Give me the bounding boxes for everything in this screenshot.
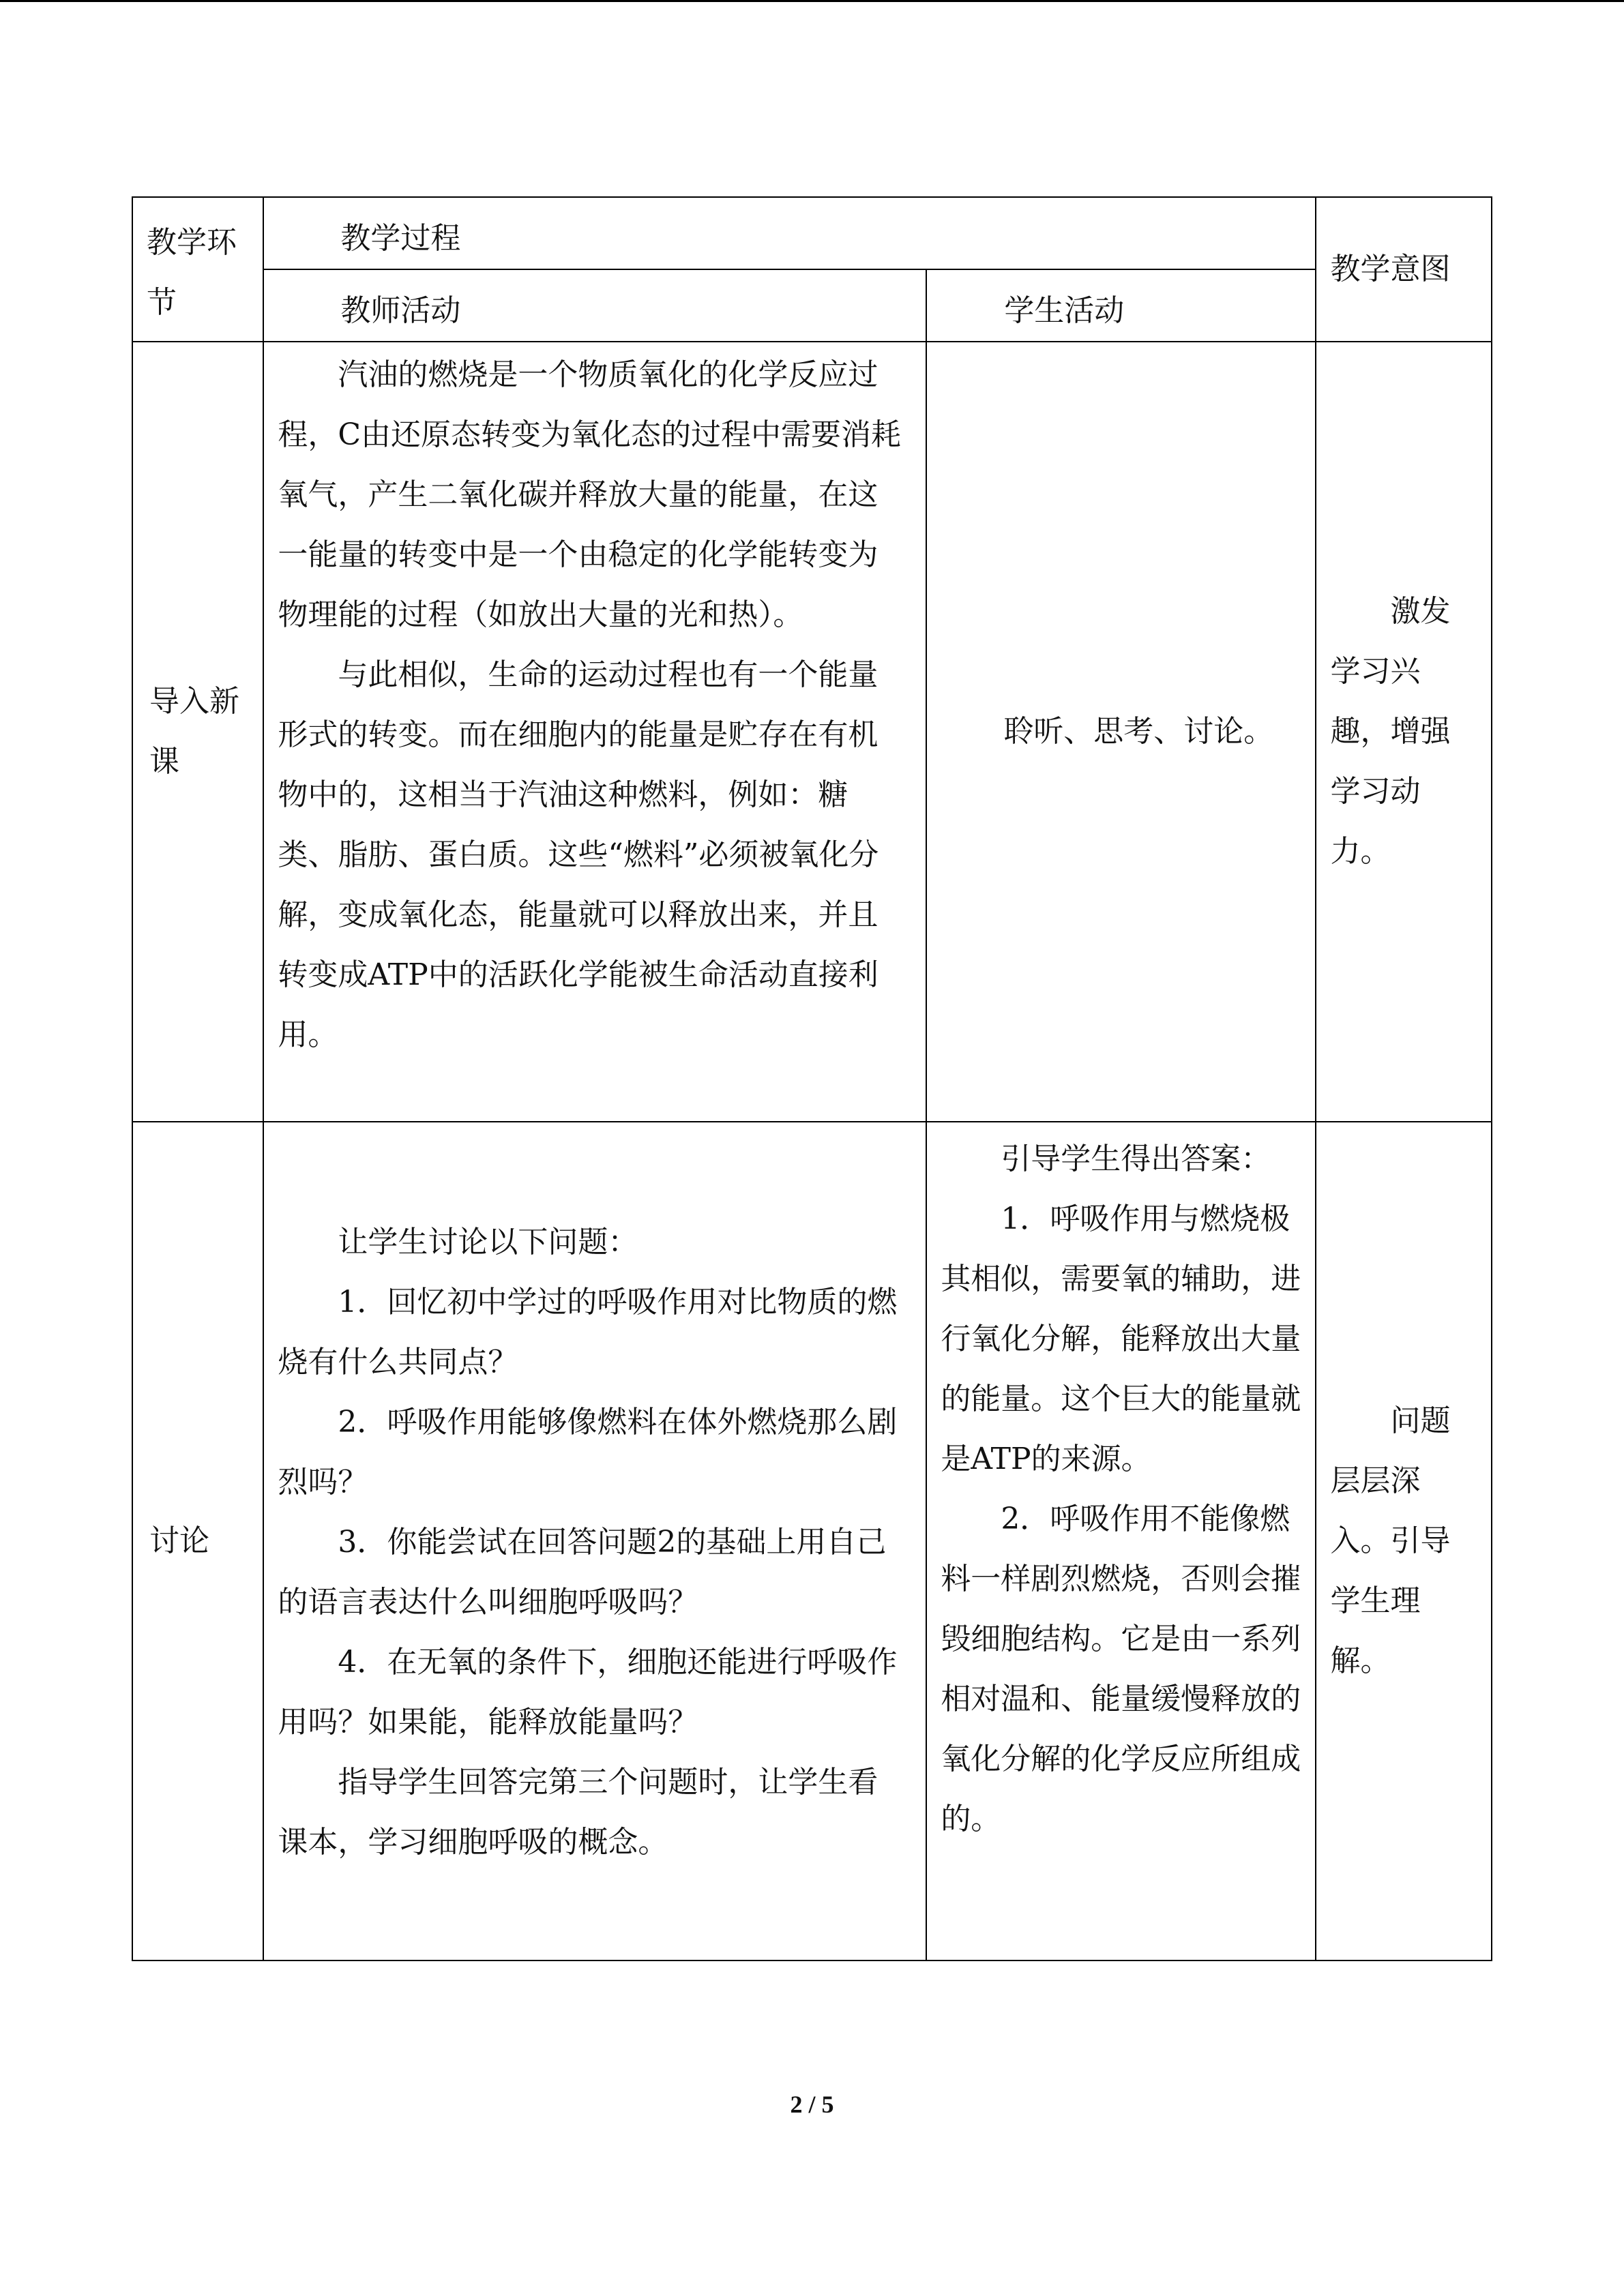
student-activity-intro: 聆听、思考、讨论。 [926,342,1316,1122]
segment-intro: 导入新课 [132,342,263,1122]
lesson-plan-table [132,196,1492,1961]
paragraph: 4．在无氧的条件下，细胞还能进行呼吸作用吗？如果能，能释放能量吗？ [278,1645,898,1740]
paragraph: 与此相似，生命的运动过程也有一个能量形式的转变。而在细胞内的能量是贮存在有机物中的，这相当于汽油这种燃料，例如：糖类、脂肪、蛋白质。这些“燃料”必须被氧化分解，变成氧化态，能量就可以释放出来，并且转变成ATP中的活跃化学能被生命活动直接利用。 [278,657,879,1052]
intent-intro [1316,342,1492,1122]
table-row [132,1122,1492,1960]
segment-discussion: 讨论 [132,1122,263,1960]
paragraph: 指导学生回答完第三个问题时，让学生看课本，学习细胞呼吸的概念。 [278,1765,879,1860]
table-row [132,342,1492,1122]
paragraph: 让学生讨论以下问题： [338,1225,638,1259]
header-intent: 教学意图 [1316,197,1492,342]
teacher-activity-discussion [263,1122,926,1960]
paragraph: 引导学生得出答案： [1001,1142,1271,1176]
page-number: 2 / 5 [790,2091,834,2118]
paragraph: 激发学习兴趣，增强学习动力。 [1330,594,1451,869]
header-segment: 教学环节 [132,197,263,342]
paragraph: 问题层层深入。引导学生理解。 [1330,1403,1451,1678]
header-teacher-activity: 教师活动 [263,269,926,342]
paragraph: 1．回忆初中学过的呼吸作用对比物质的燃烧有什么共同点？ [278,1285,898,1380]
header-student-activity: 学生活动 [926,269,1316,342]
paragraph: 1．呼吸作用与燃烧极其相似，需要氧的辅助，进行氧化分解，能释放出大量的能量。这个巨大的能量就是ATP的来源。 [941,1202,1301,1476]
header-process: 教学过程 [263,197,1316,269]
paragraph: 2．呼吸作用不能像燃料一样剧烈燃烧，否则会摧毁细胞结构。它是由一系列相对温和、能量缓慢释放的氧化分解的化学反应所组成的。 [941,1502,1301,1836]
paragraph: 2．呼吸作用能够像燃料在体外燃烧那么剧烈吗？ [278,1405,898,1500]
paragraph: 汽油的燃烧是一个物质氧化的化学反应过程，C由还原态转变为氧化态的过程中需要消耗氧气，产生二氧化碳并释放大量的能量，在这一能量的转变中是一个由稳定的化学能转变为物理能的过程（如放出大量的光和热）。 [278,357,902,632]
intent-discussion [1316,1122,1492,1960]
student-activity-discussion [926,1122,1316,1960]
top-border-line [0,0,1624,2]
teacher-activity-intro [263,342,926,1122]
paragraph: 3．你能尝试在回答问题2的基础上用自己的语言表达什么叫细胞呼吸吗？ [278,1525,887,1620]
